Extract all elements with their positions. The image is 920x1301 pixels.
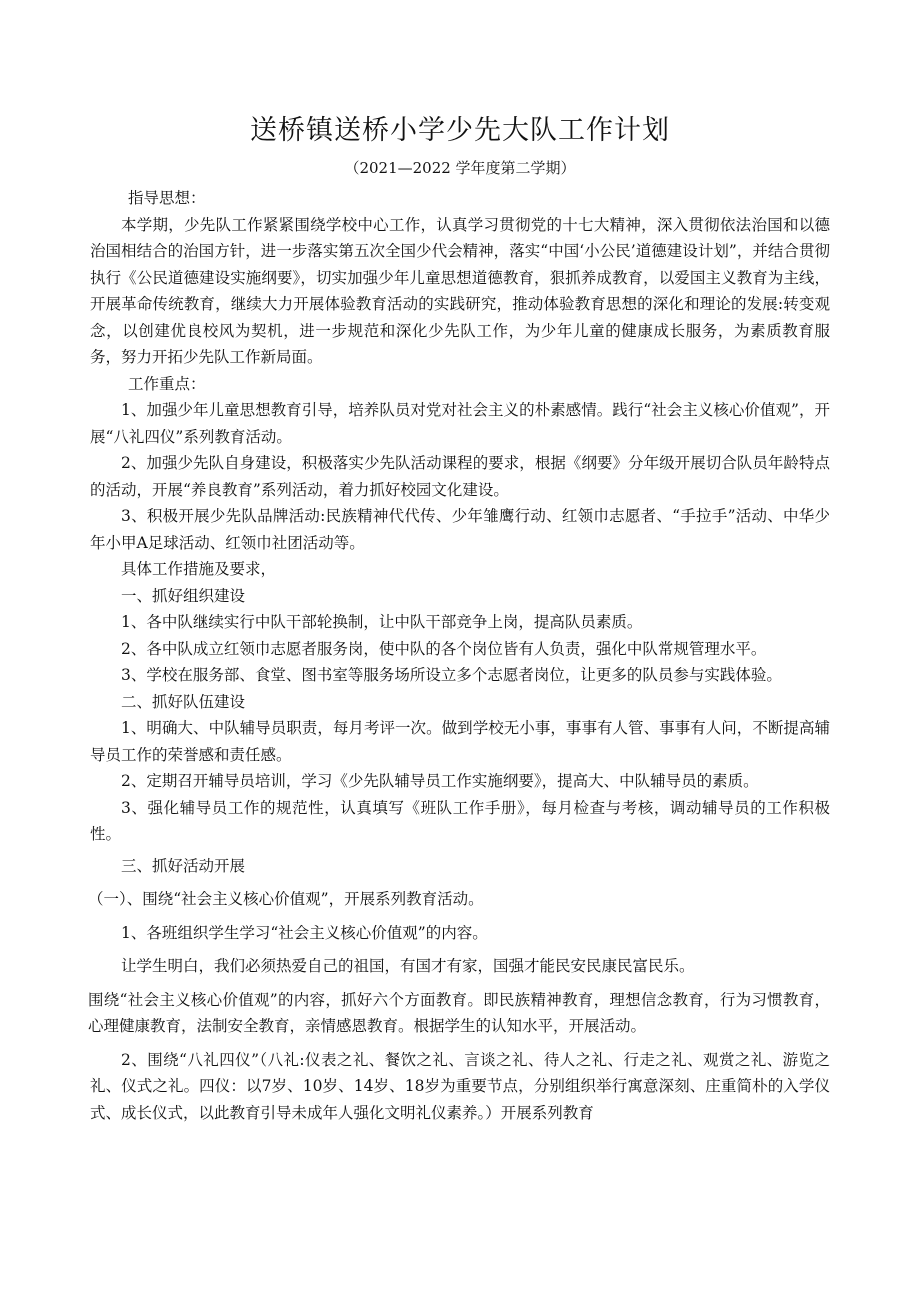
heading-section-3: 三、抓好活动开展 xyxy=(121,856,246,875)
paragraph-section-3-explain: 让学生明白，我们必须热爱自己的祖国，有国才有家，国强才能民安民康民富民乐。 xyxy=(121,957,695,975)
paragraph-section-3-item-2: 2、围绕“八礼四仪”（八礼:仪表之礼、餐饮之礼、言谈之礼、待人之礼、行走之礼、观赏之礼、游览之礼、仪式之礼。四仪：以7岁、10岁、14岁、18岁为重要节点，分别组织举行寓意深刻、庄重简朴的入学仪式、成长仪式，以此教育引导未成年人强化文明礼仪素养。）开展系列教育 xyxy=(90,1050,830,1122)
heading-subsection-3-1: （一）、围绕“社会主义核心价值观”，开展系列教育活动。 xyxy=(88,890,484,908)
paragraph-section-3-six-aspects: 围绕“社会主义核心价值观”的内容，抓好六个方面教育。即民族精神教育，理想信念教育，行为习惯教育，心理健康教育，法制安全教育，亲情感恩教育。根据学生的认知水平，开展活动。 xyxy=(88,990,830,1035)
document-body xyxy=(90,185,830,1126)
heading-section-2: 二、抓好队伍建设 xyxy=(121,692,246,711)
paragraph-section-1-item-1: 1、各中队继续实行中队干部轮换制，让中队干部竞争上岗，提高队员素质。 xyxy=(121,613,643,631)
paragraph-section-1-item-3: 3、学校在服务部、食堂、图书室等服务场所设立多个志愿者岗位，让更多的队员参与实践体验。 xyxy=(121,666,782,684)
paragraph-section-2-item-1: 1、明确大、中队辅导员职责，每月考评一次。做到学校无小事，事事有人管、事事有人问，不断提高辅导员工作的荣誉感和责任感。 xyxy=(90,719,830,764)
paragraph-section-2-item-2: 2、定期召开辅导员培训，学习《少先队辅导员工作实施纲要》，提高大、中队辅导员的素质。 xyxy=(121,772,759,790)
heading-measures: 具体工作措施及要求， xyxy=(121,560,277,578)
heading-guiding-ideology: 指导思想： xyxy=(128,189,206,207)
paragraph-focus-2: 2、加强少先队自身建设，积极落实少先队活动课程的要求，根据《纲要》分年级开展切合队员年龄特点的活动，开展“养良教育”系列活动，着力抓好校园文化建设。 xyxy=(90,454,830,499)
paragraph-section-2-item-3: 3、强化辅导员工作的规范性，认真填写《班队工作手册》，每月检查与考核，调动辅导员的工作积极性。 xyxy=(90,798,830,843)
paragraph-focus-3: 3、积极开展少先队品牌活动:民族精神代代传、少年雏鹰行动、红领巾志愿者、“手拉手”活动、中华少年小甲A足球活动、红领巾社团活动等。 xyxy=(90,507,830,552)
paragraph-focus-1: 1、加强少年儿童思想教育引导，培养队员对党对社会主义的朴素感情。践行“社会主义核心价值观”，开展“八礼四仪”系列教育活动。 xyxy=(90,401,830,446)
paragraph-guiding-ideology: 本学期，少先队工作紧紧围绕学校中心工作，认真学习贯彻党的十七大精神，深入贯彻依法治国和以德治国相结合的治国方针，进一步落实第五次全国少代会精神，落实“中国‘小公民’道德建设计划”，并结合贯彻执行《公民道德建设实施纲要》，切实加强少年儿童思想道德教育，狠抓养成教育，以爱国主义教育为主线，开展革命传统教育，继续大力开展体验教育活动的实践研究，推动体验教育思想的深化和理论的发展:转变观念，以创建优良校风为契机，进一步规范和深化少先队工作，为少年儿童的健康成长服务，为素质教育服务，努力开拓少先队工作新局面。 xyxy=(90,215,830,366)
paragraph-section-1-item-2: 2、各中队成立红领巾志愿者服务岗，使中队的各个岗位皆有人负责，强化中队常规管理水平。 xyxy=(121,639,767,658)
document-subtitle: （2021—2022 学年度第二学期） xyxy=(344,159,576,177)
document-title: 送桥镇送桥小学少先大队工作计划 xyxy=(250,115,670,146)
heading-work-focus: 工作重点： xyxy=(128,374,206,393)
heading-section-1: 一、抓好组织建设 xyxy=(121,586,246,605)
paragraph-section-3-item-1: 1、各班组织学生学习“社会主义核心价值观”的内容。 xyxy=(121,923,488,942)
